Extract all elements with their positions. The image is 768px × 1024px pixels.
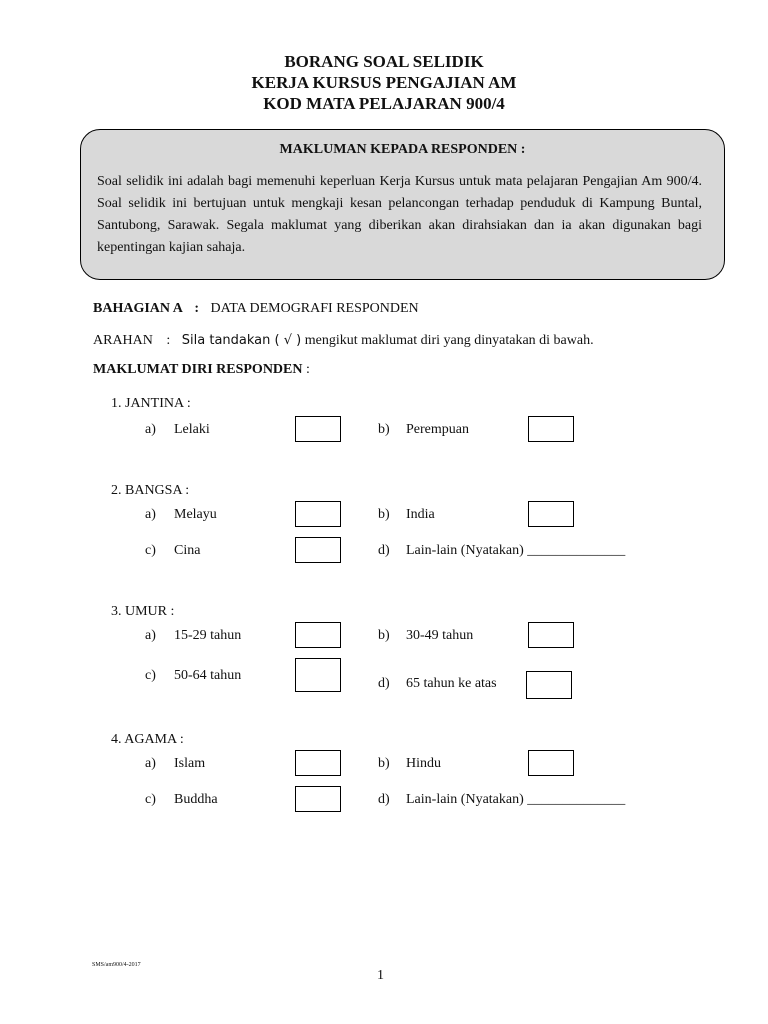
notice-title: MAKLUMAN KEPADA RESPONDEN : bbox=[279, 142, 526, 157]
checkbox-male[interactable] bbox=[295, 416, 341, 442]
section-name: DATA DEMOGRAFI RESPONDEN bbox=[210, 301, 419, 316]
section-colon: : bbox=[194, 301, 200, 316]
option-label-race-other[interactable]: Lain-lain (Nyatakan) ______________ bbox=[406, 543, 626, 558]
option-label-hindu: Hindu bbox=[406, 756, 441, 771]
respondent-info-heading bbox=[93, 361, 310, 379]
checkbox-islam[interactable] bbox=[295, 750, 341, 776]
option-label-religion-other[interactable]: Lain-lain (Nyatakan) ______________ bbox=[406, 792, 626, 807]
checkbox-chinese[interactable] bbox=[295, 537, 341, 563]
question-age-title: 3. UMUR : bbox=[111, 604, 175, 619]
option-letter: c) bbox=[145, 668, 156, 683]
instruction-text: mengikut maklumat diri yang dinyatakan di bawah. bbox=[304, 333, 594, 348]
option-letter: b) bbox=[378, 756, 390, 771]
question-race-title: 2. BANGSA : bbox=[111, 483, 190, 498]
option-letter: a) bbox=[145, 628, 156, 643]
checkbox-age-15-29[interactable] bbox=[295, 622, 341, 648]
question-religion-title: 4. AGAMA : bbox=[111, 732, 184, 747]
option-letter: b) bbox=[378, 628, 390, 643]
option-letter: d) bbox=[378, 543, 390, 558]
respondent-info-label: MAKLUMAT DIRI RESPONDEN bbox=[93, 362, 303, 377]
checkbox-buddha[interactable] bbox=[295, 786, 341, 812]
option-label-buddha: Buddha bbox=[174, 792, 218, 807]
option-label-age-15-29: 15-29 tahun bbox=[174, 628, 242, 643]
option-letter: b) bbox=[378, 507, 390, 522]
form-subtitle: KERJA KURSUS PENGAJIAN AM bbox=[251, 73, 517, 92]
option-label-islam: Islam bbox=[174, 756, 206, 771]
subject-code: KOD MATA PELAJARAN 900/4 bbox=[263, 94, 505, 113]
instruction-line bbox=[93, 332, 594, 350]
option-label-age-30-49: 30-49 tahun bbox=[406, 628, 474, 643]
checkbox-hindu[interactable] bbox=[528, 750, 574, 776]
respondent-notice-box bbox=[80, 129, 725, 280]
page-number: 1 bbox=[377, 968, 384, 983]
option-label-female: Perempuan bbox=[406, 422, 469, 437]
option-letter: a) bbox=[145, 422, 156, 437]
option-label-male: Lelaki bbox=[174, 422, 210, 437]
option-letter: c) bbox=[145, 543, 156, 558]
checkbox-age-30-49[interactable] bbox=[528, 622, 574, 648]
question-gender-title: 1. JANTINA : bbox=[111, 396, 191, 411]
option-label-age-65-plus: 65 tahun ke atas bbox=[406, 676, 497, 691]
option-label-age-50-64: 50-64 tahun bbox=[174, 668, 242, 683]
checkbox-age-65-plus[interactable] bbox=[526, 671, 572, 699]
option-letter: d) bbox=[378, 676, 390, 691]
checkbox-malay[interactable] bbox=[295, 501, 341, 527]
section-label: BAHAGIAN A bbox=[93, 301, 183, 316]
checkbox-indian[interactable] bbox=[528, 501, 574, 527]
form-title: BORANG SOAL SELIDIK bbox=[284, 52, 484, 71]
checkbox-female[interactable] bbox=[528, 416, 574, 442]
option-label-malay: Melayu bbox=[174, 507, 217, 522]
checkbox-age-50-64[interactable] bbox=[295, 658, 341, 692]
instruction-tick-text: Sila tandakan ( √ ) bbox=[181, 333, 302, 348]
notice-body: Soal selidik ini adalah bagi memenuhi keperluan Kerja Kursus untuk mata pelajaran Pengajian Am 900/4. Soal selidik ini bertujuan untuk mengkaji kesan pelancongan terhadap penduduk di Kampung Buntal, Santubong, Sarawak. Segala maklumat yang diberikan akan dirahsiakan dan ia akan digunakan bagi kepentingan kajian sahaja. bbox=[97, 174, 702, 255]
option-label-indian: India bbox=[406, 507, 435, 522]
option-letter: a) bbox=[145, 507, 156, 522]
respondent-info-colon: : bbox=[306, 362, 310, 377]
section-header bbox=[93, 300, 419, 318]
option-letter: d) bbox=[378, 792, 390, 807]
footer-code: SMS/am900/4-2017 bbox=[92, 962, 141, 968]
option-letter: b) bbox=[378, 422, 390, 437]
instruction-colon: : bbox=[166, 333, 171, 348]
option-letter: c) bbox=[145, 792, 156, 807]
instruction-label: ARAHAN bbox=[93, 333, 153, 348]
option-letter: a) bbox=[145, 756, 156, 771]
option-label-chinese: Cina bbox=[174, 543, 201, 558]
